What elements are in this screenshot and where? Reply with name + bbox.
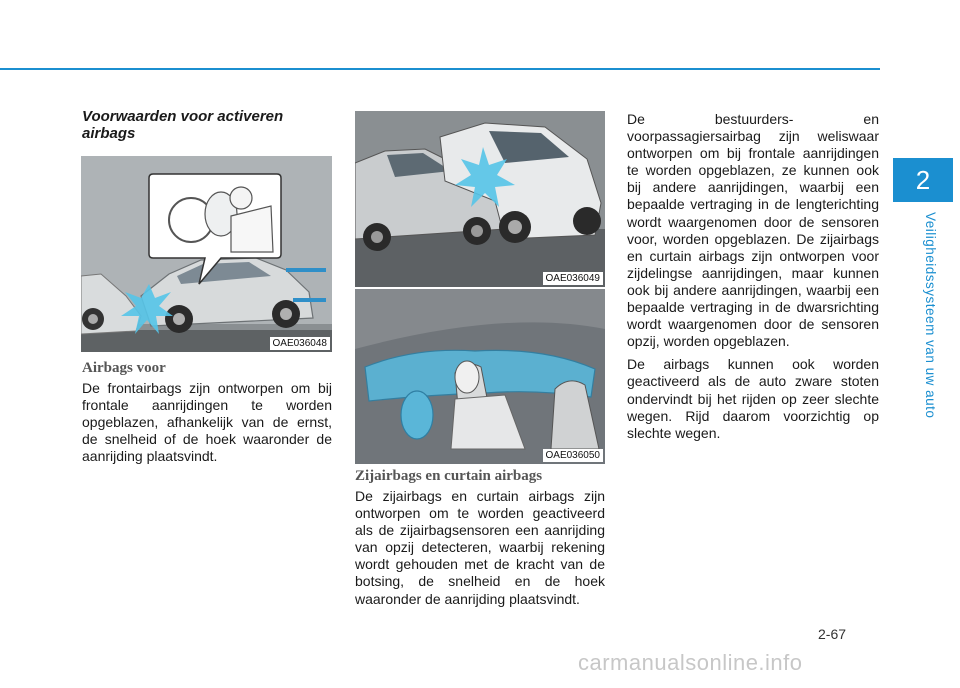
chapter-number-tab: 2	[893, 158, 953, 202]
frontal-collision-figure	[81, 156, 332, 352]
frontal-collision-illustration	[81, 156, 332, 352]
figure-code: OAE036050	[543, 449, 604, 462]
page-number: 2-67	[818, 626, 847, 642]
front-airbags-paragraph: De frontairbags zijn ontworpen om bij frontale aanrijdingen te worden opgeblazen, afhankelijk van de ernst, de snelheid of de hoek waaronder de aanrijding plaatsvindt.	[82, 380, 332, 465]
side-curtain-airbags-paragraph: De zijairbags en curtain airbags zijn ontworpen om te worden geactiveerd als de zijairbagsensoren een aanrijding van opzij detecteren, waarbij rekening wordt gehouden met de kracht van de botsing, de snelheid en de hoek waaronder de aanrijding plaatsvindt.	[355, 488, 605, 607]
side-collision-figure	[355, 111, 605, 287]
front-airbags-heading: Airbags voor	[82, 360, 166, 376]
activation-paragraph-1: De bestuurders- en voorpassagiersairbag zijn weliswaar ontworpen om bij frontale aanrijdingen te worden opgeblazen, ze kunnen ook bij andere aanrijdingen, waarbij een bepaalde vertraging in de lengterichting wordt waargenomen door de sensoren voor, worden opgeblazen. De zijairbags en curtain airbags zijn ontworpen voor zijdelingse aanrijdingen, maar kunnen ook bij andere aanrijdingen, waarbij een bepaalde vertraging in de dwarsrichting wordt waargenomen door de sensoren opzij, worden opgeblazen.	[627, 111, 879, 350]
figure-code: OAE036048	[270, 337, 331, 350]
side-collision-illustration	[355, 111, 605, 287]
watermark: carmanualsonline.info	[578, 650, 803, 675]
figure-code: OAE036049	[543, 272, 604, 285]
side-curtain-airbags-heading: Zijairbags en curtain airbags	[355, 468, 543, 484]
curtain-airbag-illustration	[355, 289, 605, 464]
header-rule	[0, 68, 880, 70]
chapter-title: Veiligheidssysteem van uw auto	[923, 212, 938, 419]
airbag-activation-paragraphs	[627, 111, 879, 442]
activation-conditions-heading: Voorwaarden voor activeren airbags	[82, 108, 284, 142]
curtain-airbag-figure	[355, 289, 605, 464]
activation-paragraph-2: De airbags kunnen ook worden geactiveerd als de auto zware stoten ondervindt bij het rijden op zeer slechte wegen. Rijd daarom voorzichtig op slechte wegen.	[627, 356, 879, 441]
